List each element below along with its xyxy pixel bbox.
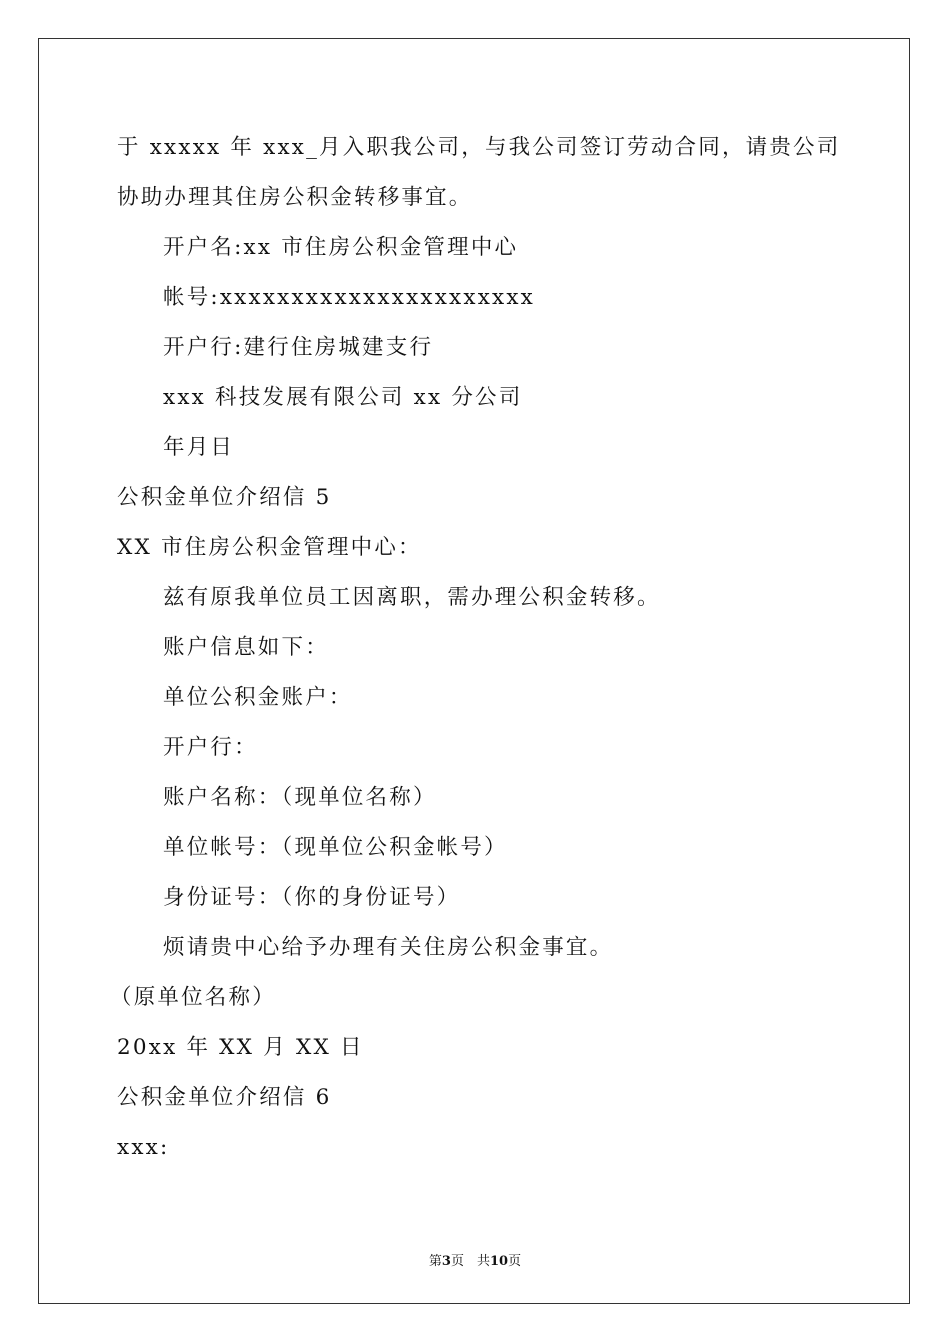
original-unit-name-line: （原单位名称） bbox=[110, 985, 276, 1010]
footer-page-prefix: 第 bbox=[428, 1254, 442, 1269]
closing-request-line: 烦请贵中心给予办理有关住房公积金事宜。 bbox=[163, 935, 614, 960]
unit-account-number-line: 单位帐号：（现单位公积金帐号） bbox=[163, 835, 508, 860]
bank-label: 开户行： bbox=[163, 735, 258, 760]
footer-page-current: 3 bbox=[441, 1254, 451, 1269]
section-title-6: 公积金单位介绍信 6 bbox=[117, 1085, 332, 1110]
account-holder-line: 开户名:xx 市住房公积金管理中心 bbox=[163, 235, 519, 260]
unit-account-label: 单位公积金账户： bbox=[163, 685, 353, 710]
id-number-line: 身份证号：（你的身份证号） bbox=[163, 885, 461, 910]
account-number-line: 帐号:xxxxxxxxxxxxxxxxxxxxxx bbox=[163, 285, 535, 310]
page-border bbox=[38, 38, 910, 1304]
account-name-line: 账户名称：（现单位名称） bbox=[163, 785, 437, 810]
footer-page-total: 10 bbox=[489, 1254, 509, 1269]
date-line: 年月日 bbox=[163, 435, 235, 460]
body-line-resignation: 兹有原我单位员工因离职，需办理公积金转移。 bbox=[163, 585, 661, 610]
recipient-line: XX 市住房公积金管理中心： bbox=[117, 535, 422, 560]
footer-page-suffix: 页 bbox=[508, 1254, 522, 1269]
footer-page-mid: 页 共 bbox=[450, 1254, 490, 1269]
bank-line: 开户行:建行住房城建支行 bbox=[163, 335, 434, 360]
body-line-transfer-request: 协助办理其住房公积金转移事宜。 bbox=[117, 185, 473, 210]
signature-date-line: 20xx 年 XX 月 XX 日 bbox=[117, 1035, 364, 1060]
section-title-5: 公积金单位介绍信 5 bbox=[117, 485, 332, 510]
salutation-line: xxx: bbox=[117, 1135, 170, 1160]
page-footer bbox=[0, 1250, 950, 1269]
account-info-heading: 账户信息如下： bbox=[163, 635, 329, 660]
body-line-entry-date: 于 xxxxx 年 xxx_月入职我公司，与我公司签订劳动合同，请贵公司 bbox=[117, 135, 841, 160]
company-signature-line: xxx 科技发展有限公司 xx 分公司 bbox=[163, 385, 523, 410]
